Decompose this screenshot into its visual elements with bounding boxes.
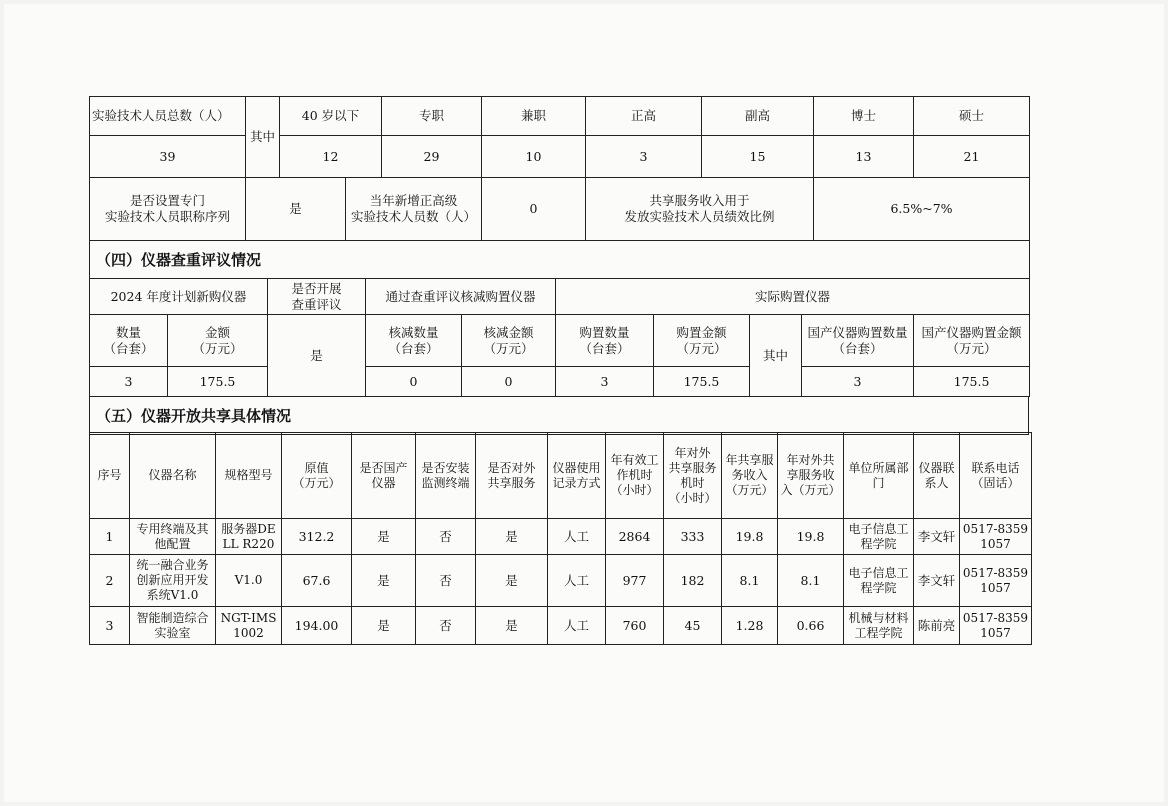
domestic-amount-label: 国产仪器购置金额 （万元） bbox=[914, 315, 1030, 367]
s5-cell: 0517-83591057 bbox=[960, 555, 1032, 607]
staff-table bbox=[89, 96, 1030, 178]
s5-cell: 977 bbox=[606, 555, 664, 607]
staff-value: 12 bbox=[280, 136, 382, 178]
s5-header: 仪器使用 记录方式 bbox=[548, 433, 606, 519]
staff-header: 硕士 bbox=[914, 97, 1030, 136]
s5-cell: 电子信息工程学院 bbox=[844, 519, 914, 555]
s5-cell: 2864 bbox=[606, 519, 664, 555]
staff-header: 博士 bbox=[814, 97, 914, 136]
new-senior-value: 0 bbox=[482, 178, 586, 241]
staff-value: 15 bbox=[702, 136, 814, 178]
s5-cell: 8.1 bbox=[722, 555, 778, 607]
s5-header: 年对外 共享服务 机时 （小时） bbox=[664, 433, 722, 519]
s5-cell: 3 bbox=[90, 607, 130, 645]
s5-cell: 19.8 bbox=[778, 519, 844, 555]
s5-cell: 2 bbox=[90, 555, 130, 607]
s5-cell: 333 bbox=[664, 519, 722, 555]
buy-qty-label: 购置数量 （台套） bbox=[556, 315, 654, 367]
staff-total-value: 39 bbox=[90, 136, 246, 178]
s5-header: 是否安装 监测终端 bbox=[416, 433, 476, 519]
s5-header: 原值 （万元） bbox=[282, 433, 352, 519]
s5-cell: 否 bbox=[416, 607, 476, 645]
staff-value: 21 bbox=[914, 136, 1030, 178]
s5-cell: 是 bbox=[352, 607, 416, 645]
plan-label: 2024 年度计划新购仪器 bbox=[90, 279, 268, 315]
s5-cell: 194.00 bbox=[282, 607, 352, 645]
staff-total-label: 实验技术人员总数（人） bbox=[90, 97, 246, 136]
s5-header: 是否对外 共享服务 bbox=[476, 433, 548, 519]
actual-label: 实际购置仪器 bbox=[556, 279, 1030, 315]
s5-cell: 19.8 bbox=[722, 519, 778, 555]
s5-cell: 统一融合业务创新应用开发系统V1.0 bbox=[130, 555, 216, 607]
s5-header: 年共享服 务收入 （万元） bbox=[722, 433, 778, 519]
staff-table-2 bbox=[89, 177, 1030, 241]
s5-cell: 否 bbox=[416, 555, 476, 607]
s5-cell: 760 bbox=[606, 607, 664, 645]
s5-cell: 8.1 bbox=[778, 555, 844, 607]
s5-header: 序号 bbox=[90, 433, 130, 519]
s5-cell: 45 bbox=[664, 607, 722, 645]
s5-cell: 是 bbox=[476, 555, 548, 607]
s5-header: 仪器名称 bbox=[130, 433, 216, 519]
s5-cell: 机械与材料工程学院 bbox=[844, 607, 914, 645]
staff-qizhong: 其中 bbox=[246, 97, 280, 178]
review-value: 是 bbox=[268, 315, 366, 397]
s5-header: 年有效工 作机时 （小时） bbox=[606, 433, 664, 519]
s5-cell: 0.66 bbox=[778, 607, 844, 645]
section5-header-row bbox=[90, 433, 1032, 519]
s5-cell: 1.28 bbox=[722, 607, 778, 645]
actual-qizhong: 其中 bbox=[750, 315, 802, 397]
s5-header: 联系电话 （固话） bbox=[960, 433, 1032, 519]
domestic-qty-label: 国产仪器购置数量 （台套） bbox=[802, 315, 914, 367]
reduce-label: 通过查重评议核减购置仪器 bbox=[366, 279, 556, 315]
s5-cell: 是 bbox=[476, 519, 548, 555]
series-value: 是 bbox=[246, 178, 346, 241]
section4-table bbox=[89, 240, 1030, 397]
ratio-label: 共享服务收入用于 发放实验技术人员绩效比例 bbox=[586, 178, 814, 241]
review-label: 是否开展 查重评议 bbox=[268, 279, 366, 315]
s5-cell: 1 bbox=[90, 519, 130, 555]
s5-header: 仪器联 系人 bbox=[914, 433, 960, 519]
s5-cell: 是 bbox=[352, 555, 416, 607]
s5-cell: 是 bbox=[352, 519, 416, 555]
s5-cell: 李文轩 bbox=[914, 519, 960, 555]
s5-cell: 人工 bbox=[548, 519, 606, 555]
s5-cell: 电子信息工程学院 bbox=[844, 555, 914, 607]
document-page bbox=[4, 4, 1164, 802]
domestic-qty: 3 bbox=[802, 367, 914, 397]
section5-title-table bbox=[89, 396, 1029, 435]
table-row bbox=[90, 519, 1032, 555]
s5-cell: 67.6 bbox=[282, 555, 352, 607]
qty-label: 数量 （台套） bbox=[90, 315, 168, 367]
s5-cell: V1.0 bbox=[216, 555, 282, 607]
s5-cell: 李文轩 bbox=[914, 555, 960, 607]
s5-cell: 0517-83591057 bbox=[960, 607, 1032, 645]
section5-title: （五）仪器开放共享具体情况 bbox=[90, 397, 1029, 435]
staff-header: 兼职 bbox=[482, 97, 586, 136]
s5-cell: 312.2 bbox=[282, 519, 352, 555]
reduce-qty: 0 bbox=[366, 367, 462, 397]
s5-header: 规格型号 bbox=[216, 433, 282, 519]
amount-label: 金额 （万元） bbox=[168, 315, 268, 367]
s5-cell: 智能制造综合实验室 bbox=[130, 607, 216, 645]
s5-cell: 182 bbox=[664, 555, 722, 607]
buy-amount: 175.5 bbox=[654, 367, 750, 397]
s5-cell: 人工 bbox=[548, 555, 606, 607]
table-row bbox=[90, 607, 1032, 645]
s5-cell: 服务器DELL R220 bbox=[216, 519, 282, 555]
staff-value: 10 bbox=[482, 136, 586, 178]
s5-cell: 0517-83591057 bbox=[960, 519, 1032, 555]
staff-value: 3 bbox=[586, 136, 702, 178]
s5-cell: 是 bbox=[476, 607, 548, 645]
buy-amount-label: 购置金额 （万元） bbox=[654, 315, 750, 367]
s5-cell: 专用终端及其他配置 bbox=[130, 519, 216, 555]
s5-cell: 人工 bbox=[548, 607, 606, 645]
staff-header: 40 岁以下 bbox=[280, 97, 382, 136]
staff-value: 29 bbox=[382, 136, 482, 178]
plan-amount: 175.5 bbox=[168, 367, 268, 397]
staff-header: 副高 bbox=[702, 97, 814, 136]
staff-header: 专职 bbox=[382, 97, 482, 136]
s5-cell: 否 bbox=[416, 519, 476, 555]
domestic-amount: 175.5 bbox=[914, 367, 1030, 397]
s5-cell: NGT-IMS1002 bbox=[216, 607, 282, 645]
new-senior-label: 当年新增正高级 实验技术人员数（人） bbox=[346, 178, 482, 241]
section5-table bbox=[89, 432, 1032, 645]
reduce-amount-label: 核减金额 （万元） bbox=[462, 315, 556, 367]
s5-cell: 陈前亮 bbox=[914, 607, 960, 645]
table-row bbox=[90, 555, 1032, 607]
s5-header: 单位所属部 门 bbox=[844, 433, 914, 519]
staff-header: 正高 bbox=[586, 97, 702, 136]
ratio-value: 6.5%~7% bbox=[814, 178, 1030, 241]
section4-title: （四）仪器查重评议情况 bbox=[90, 241, 1030, 279]
staff-value: 13 bbox=[814, 136, 914, 178]
plan-qty: 3 bbox=[90, 367, 168, 397]
s5-header: 年对外共 享服务收 入（万元） bbox=[778, 433, 844, 519]
s5-header: 是否国产 仪器 bbox=[352, 433, 416, 519]
reduce-amount: 0 bbox=[462, 367, 556, 397]
reduce-qty-label: 核减数量 （台套） bbox=[366, 315, 462, 367]
buy-qty: 3 bbox=[556, 367, 654, 397]
series-label: 是否设置专门 实验技术人员职称序列 bbox=[90, 178, 246, 241]
